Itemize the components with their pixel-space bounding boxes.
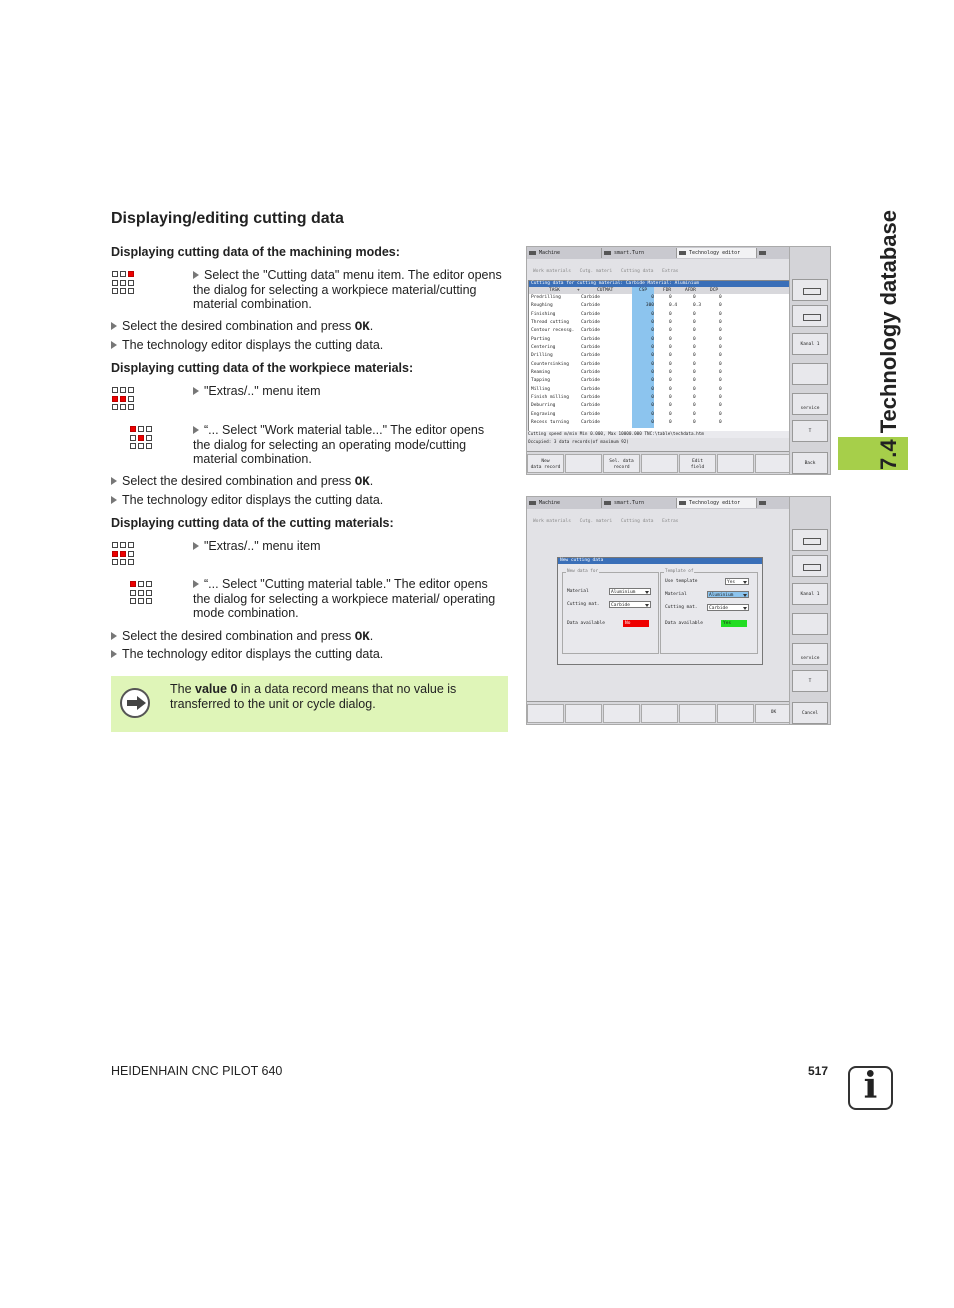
softkey-label: New data record bbox=[530, 459, 561, 470]
table-cell: 0 bbox=[719, 395, 722, 401]
table-cell: Carbide bbox=[581, 295, 600, 300]
data-available-no: No bbox=[623, 620, 649, 627]
edit-field-softkey[interactable] bbox=[679, 454, 716, 473]
chapter-side-tab bbox=[838, 202, 908, 470]
table-cell: 0 bbox=[719, 328, 722, 334]
table-cell: Carbide bbox=[581, 395, 600, 401]
softkey-empty[interactable] bbox=[679, 704, 716, 723]
table-cell: Centering bbox=[531, 345, 556, 351]
table-cell: 0 bbox=[669, 345, 672, 351]
bullet-triangle-icon bbox=[111, 341, 117, 349]
tab-smart-turn[interactable]: smart.Turn bbox=[602, 498, 677, 508]
template-cutting-material-select[interactable]: Carbide bbox=[707, 604, 749, 611]
step-text: The technology editor displays the cutting data. bbox=[111, 493, 383, 508]
table-row[interactable] bbox=[529, 394, 791, 402]
table-cell: 0 bbox=[632, 419, 654, 427]
table-cell: 0 bbox=[669, 378, 672, 384]
table-cell: 0 bbox=[719, 420, 722, 426]
cutting-material-table-icon bbox=[129, 580, 155, 606]
kanal-softkey[interactable]: Kanal 1 bbox=[792, 333, 828, 355]
table-cell: Carbide bbox=[581, 336, 600, 342]
table-cell: 0 bbox=[693, 328, 696, 334]
table-cell: 0 bbox=[632, 402, 654, 410]
table-cell: Carbide bbox=[581, 386, 600, 392]
table-cell: 0 bbox=[632, 386, 654, 394]
table-cell: Carbide bbox=[581, 353, 600, 359]
table-cell: 0 bbox=[632, 377, 654, 385]
tool-table-icon[interactable]: T bbox=[792, 420, 828, 442]
extras-menu-icon bbox=[111, 386, 137, 412]
table-cell: 0 bbox=[669, 361, 672, 367]
template-material-select[interactable]: Aluminium bbox=[707, 591, 749, 598]
softkey-bar bbox=[527, 701, 792, 724]
tab-technology-editor[interactable]: Technology editor bbox=[677, 248, 757, 258]
table-cell: 0 bbox=[693, 345, 696, 351]
table-cell: 0 bbox=[669, 386, 672, 392]
table-row[interactable] bbox=[529, 377, 791, 385]
table-cell: 0 bbox=[719, 370, 722, 376]
vertical-softkey-column bbox=[789, 247, 830, 475]
softkey-empty[interactable] bbox=[717, 704, 754, 723]
menu-cutting-data[interactable]: Cutting data bbox=[620, 269, 654, 274]
table-cell: 0.4 bbox=[669, 303, 678, 309]
bullet-triangle-icon bbox=[111, 477, 117, 485]
table-title: Cutting data for cutting material: Carbide Material: Aluminium bbox=[529, 281, 791, 287]
table-cell: 0 bbox=[693, 386, 696, 392]
menu-cutting-materials[interactable]: Cutg. materi bbox=[579, 519, 613, 524]
tab-machine[interactable]: Machine bbox=[527, 248, 602, 258]
bullet-triangle-icon bbox=[111, 496, 117, 504]
table-cell: 0 bbox=[669, 328, 672, 334]
table-cell: 0 bbox=[693, 295, 696, 300]
tab-machine[interactable]: Machine bbox=[527, 498, 602, 508]
mode-tab-bar bbox=[527, 247, 792, 259]
table-cell: Parting bbox=[531, 336, 550, 342]
step-text: "Extras/.." menu item bbox=[193, 539, 321, 554]
table-cell: 0 bbox=[719, 345, 722, 351]
subheading-workpiece-materials: Displaying cutting data of the workpiece materials: bbox=[111, 361, 414, 375]
table-cell: 0 bbox=[693, 403, 696, 409]
table-cell: Carbide bbox=[581, 378, 600, 384]
table-cell: Drilling bbox=[531, 353, 553, 359]
table-cell: Tapping bbox=[531, 378, 550, 384]
table-cell: Carbide bbox=[581, 403, 600, 409]
softkey-empty[interactable] bbox=[792, 613, 828, 635]
table-cell: 0 bbox=[693, 353, 696, 359]
new-data-group: New data for Material Aluminium Cutting mat. Carbide Data available No bbox=[562, 572, 659, 654]
table-row[interactable] bbox=[529, 319, 791, 327]
status-line: Cutting speed m/min Min 0.000, Max 10000.000 TNC:\table\techdata.htm bbox=[528, 431, 790, 438]
softkey-label: Sel. data record bbox=[609, 459, 634, 470]
table-cell: 0 bbox=[693, 320, 696, 326]
info-icon: i bbox=[848, 1066, 893, 1110]
table-cell: 0 bbox=[669, 311, 672, 317]
table-cell: 0 bbox=[669, 420, 672, 426]
table-cell: 300 bbox=[632, 302, 654, 310]
table-cell: 0 bbox=[669, 370, 672, 376]
machine-tool-icon[interactable] bbox=[792, 529, 828, 551]
table-row[interactable] bbox=[529, 327, 791, 335]
softkey-empty[interactable] bbox=[641, 454, 678, 473]
arrow-right-icon bbox=[120, 688, 150, 718]
menu-cutting-data[interactable]: Cutting data bbox=[620, 519, 654, 524]
softkey-bar bbox=[527, 451, 792, 474]
table-cell: 0 bbox=[693, 336, 696, 342]
softkey-empty[interactable] bbox=[565, 704, 602, 723]
table-cell: 0 bbox=[669, 295, 672, 300]
table-cell: 0 bbox=[693, 420, 696, 426]
table-row[interactable] bbox=[529, 369, 791, 377]
ok-key: OK bbox=[354, 475, 370, 489]
back-softkey[interactable]: Back bbox=[792, 452, 828, 474]
table-row[interactable] bbox=[529, 311, 791, 319]
step-text: Select the "Cutting data" menu item. The editor opens the dialog for selecting a workpiece material/cutting material combination. bbox=[193, 268, 502, 311]
table-cell: Carbide bbox=[581, 370, 600, 376]
step-text: Select the desired combination and press OK. bbox=[111, 629, 373, 645]
softkey-empty[interactable] bbox=[641, 704, 678, 723]
page-number: 517 bbox=[808, 1064, 829, 1078]
section-heading: Displaying/editing cutting data bbox=[111, 210, 344, 227]
table-cell: Carbide bbox=[581, 345, 600, 351]
step-text: "Extras/.." menu item bbox=[193, 384, 321, 399]
ok-key: OK bbox=[354, 320, 370, 334]
step-text: The technology editor displays the cutting data. bbox=[111, 338, 383, 353]
table-cell: 0 bbox=[632, 319, 654, 327]
table-cell: Carbide bbox=[581, 320, 600, 326]
table-cell: 0 bbox=[719, 378, 722, 384]
table-row[interactable] bbox=[529, 302, 791, 310]
ok-key: OK bbox=[354, 630, 370, 644]
softkey-empty[interactable] bbox=[717, 454, 754, 473]
table-cell: Carbide bbox=[581, 303, 600, 309]
bullet-triangle-icon bbox=[111, 632, 117, 640]
new-cutting-data-dialog bbox=[557, 557, 763, 665]
note-text: The value 0 in a data record means that no value is transferred to the unit or cycle dialog. bbox=[170, 682, 457, 711]
service-softkey[interactable]: service bbox=[792, 393, 828, 415]
table-cell: Thread cutting bbox=[531, 320, 569, 326]
table-cell: 0 bbox=[693, 361, 696, 367]
table-cell: 0 bbox=[669, 336, 672, 342]
table-cell: Carbide bbox=[581, 411, 600, 417]
table-cell: 0 bbox=[693, 395, 696, 401]
data-available-yes: Yes bbox=[721, 620, 747, 627]
softkey-empty[interactable] bbox=[603, 704, 640, 723]
cutting-material-select[interactable]: Carbide bbox=[609, 601, 651, 608]
dialog-title: New cutting data bbox=[558, 558, 762, 564]
footer-text: HEIDENHAIN CNC PILOT 640 bbox=[111, 1064, 283, 1078]
ok-softkey[interactable]: OK bbox=[755, 704, 792, 723]
table-header: TASK + CUTMAT CSP FDR AFDR DCP bbox=[529, 287, 791, 294]
bullet-triangle-icon bbox=[193, 426, 199, 434]
table-cell: Finish milling bbox=[531, 395, 569, 401]
tab-technology-editor[interactable]: Technology editor bbox=[677, 498, 757, 508]
table-cell: 0 bbox=[669, 353, 672, 359]
tab-save[interactable] bbox=[757, 248, 792, 258]
table-cell: 0 bbox=[719, 295, 722, 300]
step-text: Select the desired combination and press OK. bbox=[111, 474, 373, 490]
table-cell: 0 bbox=[632, 294, 654, 302]
bullet-triangle-icon bbox=[193, 387, 199, 395]
use-template-select[interactable]: Yes bbox=[725, 578, 749, 585]
softkey-empty[interactable] bbox=[527, 704, 564, 723]
new-data-record-softkey[interactable] bbox=[527, 454, 564, 473]
table-cell: Carbide bbox=[581, 311, 600, 317]
menu-extras[interactable]: Extras bbox=[662, 269, 679, 274]
menu-bar bbox=[527, 269, 792, 277]
bullet-triangle-icon bbox=[111, 650, 117, 658]
table-cell: 0 bbox=[632, 344, 654, 352]
table-cell: 0 bbox=[693, 411, 696, 417]
table-cell: 0 bbox=[632, 394, 654, 402]
table-cell: 0 bbox=[719, 403, 722, 409]
subheading-machining-modes: Displaying cutting data of the machining modes: bbox=[111, 245, 400, 259]
step-text: Select the desired combination and press OK. bbox=[111, 319, 373, 335]
table-row[interactable] bbox=[529, 411, 791, 419]
table-cell: 0 bbox=[632, 352, 654, 360]
occupied-info: Occupied: 3 data records(of maximum 92) bbox=[528, 440, 629, 445]
table-row[interactable] bbox=[529, 344, 791, 352]
step-text: The technology editor displays the cutting data. bbox=[111, 647, 383, 662]
table-cell: Carbide bbox=[581, 420, 600, 426]
kanal-softkey[interactable]: Kanal 1 bbox=[792, 583, 828, 605]
table-cell: 0 bbox=[719, 311, 722, 317]
table-cell: 0 bbox=[632, 311, 654, 319]
table-cell: 0 bbox=[719, 303, 722, 309]
table-cell: 0 bbox=[669, 403, 672, 409]
table-cell: Milling bbox=[531, 386, 550, 392]
table-body bbox=[529, 294, 791, 428]
table-cell: 0 bbox=[632, 336, 654, 344]
table-cell: 0 bbox=[632, 361, 654, 369]
table-cell: Recess turning bbox=[531, 420, 569, 426]
table-cell: 0 bbox=[719, 361, 722, 367]
table-row[interactable] bbox=[529, 419, 791, 427]
screenshot-cutting-data-table bbox=[526, 246, 831, 475]
table-cell: 0.3 bbox=[693, 303, 702, 309]
softkey-empty[interactable] bbox=[792, 363, 828, 385]
chapter-title: 7.4 Technology database bbox=[876, 209, 901, 470]
table-cell: 0 bbox=[693, 311, 696, 317]
bullet-triangle-icon bbox=[193, 580, 199, 588]
menu-extras[interactable]: Extras bbox=[662, 519, 679, 524]
table-cell: Predrilling bbox=[531, 295, 561, 300]
bullet-triangle-icon bbox=[111, 322, 117, 330]
menu-work-materials[interactable]: Work materials bbox=[533, 519, 571, 524]
machine-tool-icon[interactable] bbox=[792, 279, 828, 301]
extras-menu-icon bbox=[111, 541, 137, 567]
table-row[interactable] bbox=[529, 361, 791, 369]
table-cell: Engraving bbox=[531, 411, 556, 417]
softkey-label: Edit field bbox=[690, 459, 705, 470]
select-data-record-softkey[interactable] bbox=[603, 454, 640, 473]
table-cell: 0 bbox=[669, 395, 672, 401]
table-cell: Roughing bbox=[531, 303, 553, 309]
table-row[interactable] bbox=[529, 402, 791, 410]
table-cell: 0 bbox=[719, 336, 722, 342]
table-cell: Reaming bbox=[531, 370, 550, 376]
table-cell: 0 bbox=[632, 369, 654, 377]
vertical-softkey-column bbox=[789, 497, 830, 725]
table-cell: Countersinking bbox=[531, 361, 569, 367]
softkey-empty[interactable] bbox=[565, 454, 602, 473]
screenshot-new-cutting-data-dialog bbox=[526, 496, 831, 725]
table-cell: Carbide bbox=[581, 361, 600, 367]
table-row[interactable] bbox=[529, 294, 791, 302]
cancel-softkey[interactable]: Cancel bbox=[792, 702, 828, 724]
table-cell: Contour recessg. bbox=[531, 328, 575, 334]
table-cell: 0 bbox=[669, 320, 672, 326]
table-cell: 0 bbox=[693, 370, 696, 376]
menu-bar bbox=[527, 519, 792, 527]
spindle-icon[interactable] bbox=[792, 555, 828, 577]
template-group: Template of Use template Yes Material Aluminium Cutting mat. Carbide Data available Yes bbox=[660, 572, 758, 654]
softkey-empty[interactable] bbox=[755, 454, 792, 473]
table-row[interactable] bbox=[529, 352, 791, 360]
material-select[interactable]: Aluminium bbox=[609, 588, 651, 595]
table-cell: Finishing bbox=[531, 311, 556, 317]
table-cell: 0 bbox=[719, 411, 722, 417]
note-box bbox=[111, 676, 508, 732]
table-cell: 0 bbox=[632, 327, 654, 335]
table-cell: 0 bbox=[669, 411, 672, 417]
table-row[interactable] bbox=[529, 386, 791, 394]
work-material-table-icon bbox=[129, 425, 155, 451]
table-cell: Carbide bbox=[581, 328, 600, 334]
table-cell: 0 bbox=[719, 320, 722, 326]
table-cell: 0 bbox=[719, 386, 722, 392]
bullet-triangle-icon bbox=[193, 271, 199, 279]
step-text: “... Select "Cutting material table." The editor opens the dialog for selecting a workpiece material/ operating mode combination. bbox=[193, 577, 496, 620]
table-cell: 0 bbox=[693, 378, 696, 384]
table-cell: 0 bbox=[719, 353, 722, 359]
menu-work-materials[interactable]: Work materials bbox=[533, 269, 571, 274]
service-softkey[interactable]: service bbox=[792, 643, 828, 665]
tab-save[interactable] bbox=[757, 498, 792, 508]
cutting-data-table bbox=[528, 280, 792, 437]
tab-smart-turn[interactable]: smart.Turn bbox=[602, 248, 677, 258]
step-text: “... Select "Work material table..." The editor opens the dialog for selecting an operating mode/cutting material combination. bbox=[193, 423, 485, 466]
cutting-data-menu-icon bbox=[111, 270, 137, 296]
table-cell: Deburring bbox=[531, 403, 556, 409]
spindle-icon[interactable] bbox=[792, 305, 828, 327]
tool-table-icon[interactable]: T bbox=[792, 670, 828, 692]
bullet-triangle-icon bbox=[193, 542, 199, 550]
table-row[interactable] bbox=[529, 336, 791, 344]
subheading-cutting-materials: Displaying cutting data of the cutting materials: bbox=[111, 516, 394, 530]
mode-tab-bar bbox=[527, 497, 792, 509]
menu-cutting-materials[interactable]: Cutg. materi bbox=[579, 269, 613, 274]
table-cell: 0 bbox=[632, 411, 654, 419]
